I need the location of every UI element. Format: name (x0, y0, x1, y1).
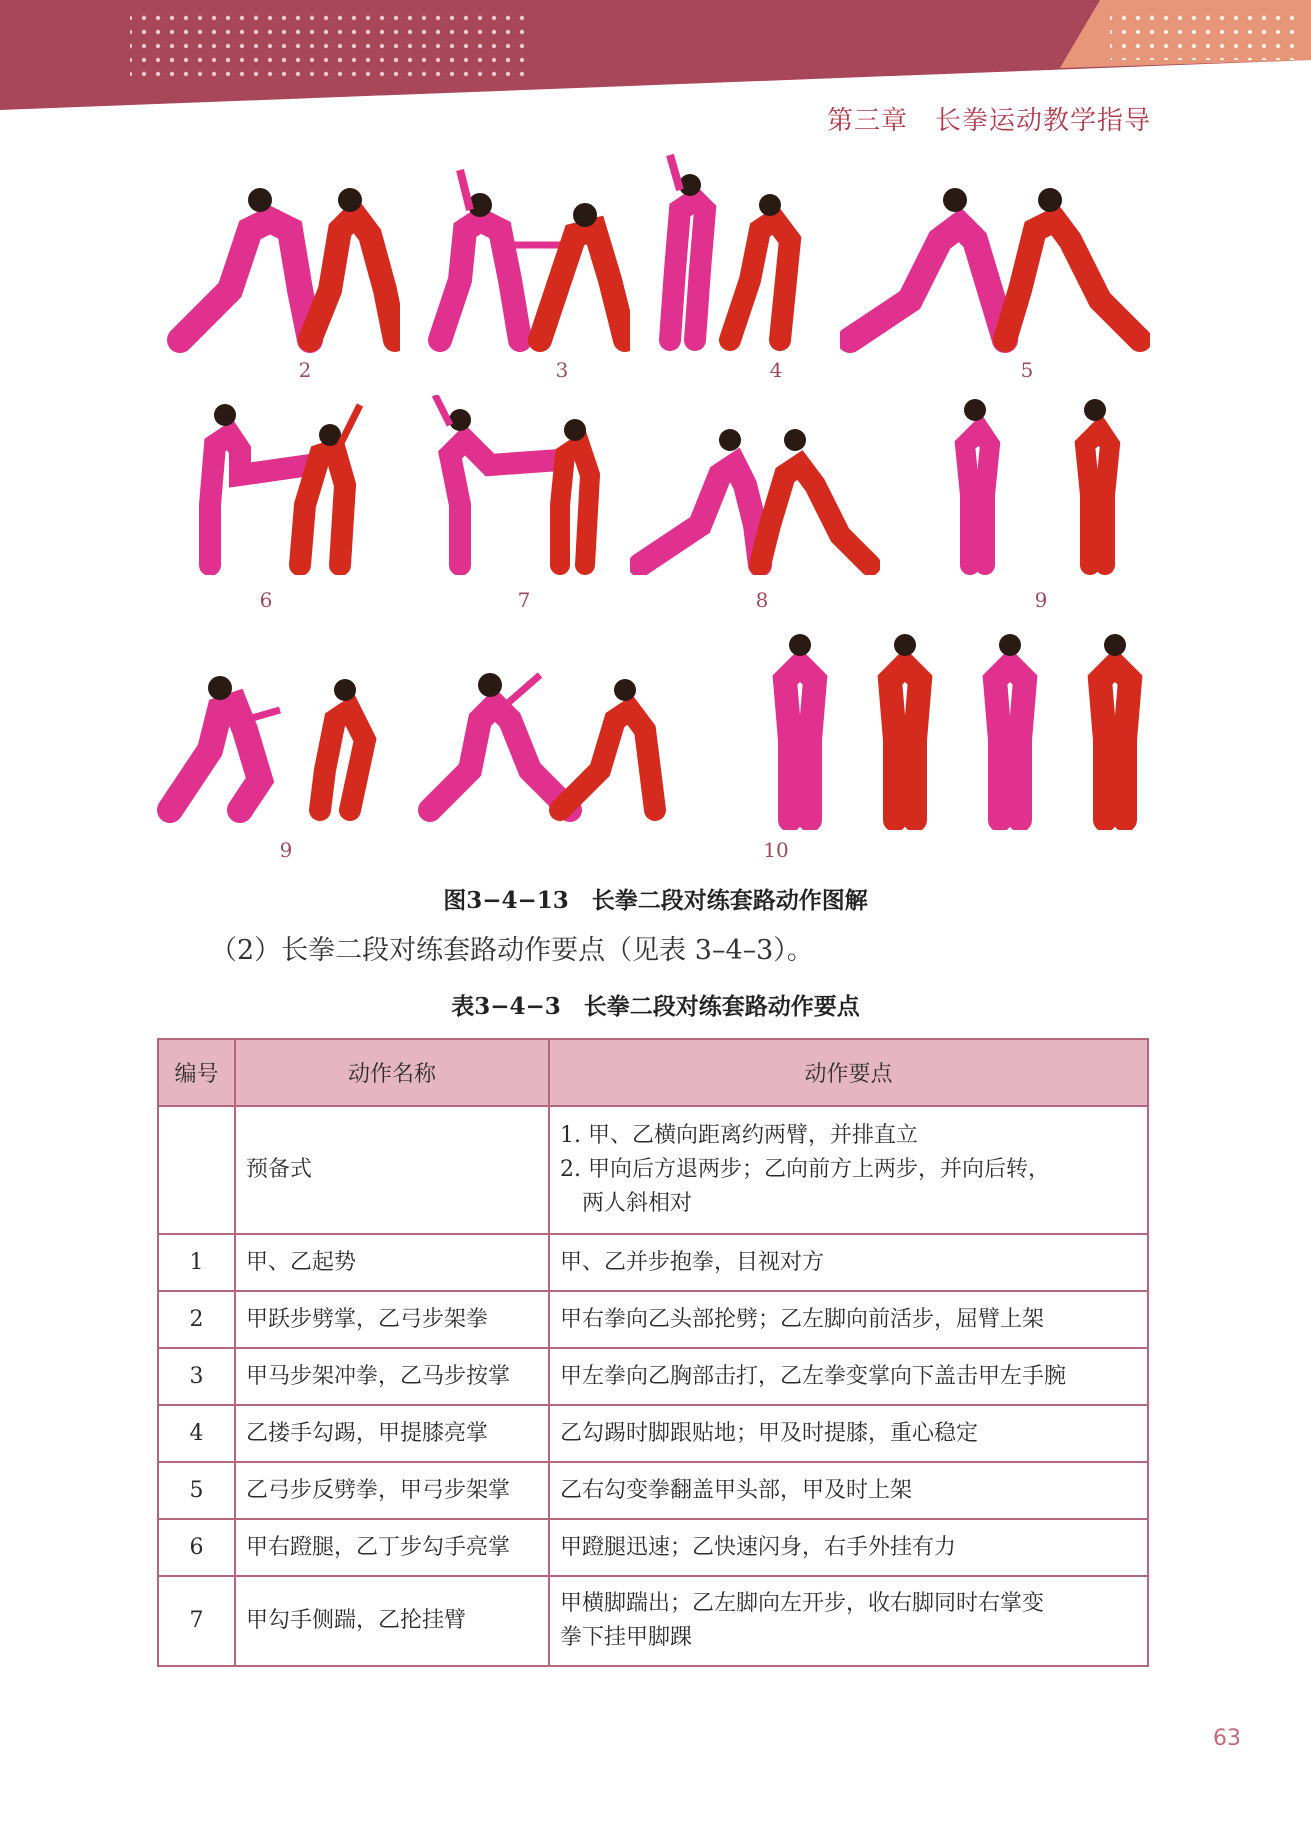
point-line: 甲横脚踹出；乙左脚向左开步，收右脚同时右掌变 (560, 1591, 1045, 1616)
point-line: 拳下挂甲脚踝 (560, 1625, 693, 1650)
page-number: 63 (1213, 1726, 1241, 1751)
figure-number: 10 (763, 838, 789, 862)
row-action-points: 甲、乙并步抱拳，目视对方 (549, 1234, 1148, 1291)
row-number: 7 (158, 1576, 235, 1666)
row-action-name: 乙弓步反劈拳，甲弓步架掌 (235, 1462, 549, 1519)
figure-number: 6 (259, 588, 273, 612)
figure-caption: 图3−4−13 长拳二段对练套路动作图解 (443, 887, 868, 914)
table-row (158, 1405, 1148, 1462)
standing-figures (760, 630, 1150, 830)
figure-number: 2 (298, 358, 312, 382)
point-line: 1. 甲、乙横向距离约两臂，并排直立 (560, 1123, 918, 1148)
figure-row-1 (150, 160, 1150, 370)
header-action-name: 动作名称 (235, 1039, 549, 1106)
figure-row-2 (150, 395, 1150, 605)
row-action-name: 甲、乙起势 (235, 1234, 549, 1291)
figure-number: 5 (1020, 358, 1034, 382)
row-action-name: 甲勾手侧踹，乙抡挂臂 (235, 1576, 549, 1666)
table-row (158, 1519, 1148, 1576)
pair-figure (930, 395, 1130, 575)
row-action-name: 预备式 (235, 1106, 549, 1234)
header-action-points: 动作要点 (549, 1039, 1148, 1106)
pair-figure (630, 150, 830, 360)
header-number: 编号 (158, 1039, 235, 1106)
table-header-row (158, 1039, 1148, 1106)
figure-number: 8 (755, 588, 769, 612)
figure-number: 7 (517, 588, 531, 612)
figure-row-3 (150, 630, 1150, 840)
action-points-table (157, 1038, 1149, 1667)
row-action-points (549, 1576, 1148, 1666)
table-row (158, 1106, 1148, 1234)
table-row (158, 1234, 1148, 1291)
row-action-points: 甲右拳向乙头部抡劈；乙左脚向前活步，屈臂上架 (549, 1291, 1148, 1348)
row-action-points: 乙勾踢时脚跟贴地；甲及时提膝，重心稳定 (549, 1405, 1148, 1462)
table-title: 表3−4−3 长拳二段对练套路动作要点 (451, 993, 860, 1020)
row-number: 3 (158, 1348, 235, 1405)
row-number: 2 (158, 1291, 235, 1348)
row-action-points: 甲左拳向乙胸部击打，乙左拳变掌向下盖击甲左手腕 (549, 1348, 1148, 1405)
figure-number: 9 (1034, 588, 1048, 612)
point-line: 两人斜相对 (560, 1191, 693, 1216)
pair-figure (180, 395, 380, 575)
body-paragraph: （2）长拳二段对练套路动作要点（见表 3–4–3）。 (210, 935, 814, 966)
row-number: 1 (158, 1234, 235, 1291)
figure-number: 3 (555, 358, 569, 382)
table-row (158, 1576, 1148, 1666)
figure-number: 4 (769, 358, 783, 382)
table-row (158, 1348, 1148, 1405)
row-number: 5 (158, 1462, 235, 1519)
pair-figure (840, 170, 1150, 360)
pair-figure (400, 160, 630, 360)
row-number: 4 (158, 1405, 235, 1462)
row-number: 6 (158, 1519, 235, 1576)
row-action-name: 甲跃步劈掌，乙弓步架拳 (235, 1291, 549, 1348)
table-row (158, 1291, 1148, 1348)
pair-figure (630, 415, 880, 575)
table-row (158, 1462, 1148, 1519)
row-action-name: 甲马步架冲拳，乙马步按掌 (235, 1348, 549, 1405)
row-action-name: 乙搂手勾踢，甲提膝亮掌 (235, 1405, 549, 1462)
row-number (158, 1106, 235, 1234)
pair-figure (150, 670, 390, 830)
chapter-title: 第三章 长拳运动教学指导 (826, 106, 1151, 136)
row-action-points: 甲蹬腿迅速；乙快速闪身，右手外挂有力 (549, 1519, 1148, 1576)
row-action-name: 甲右蹬腿，乙丁步勾手亮掌 (235, 1519, 549, 1576)
pair-figure (400, 395, 610, 575)
point-line: 2. 甲向后方退两步；乙向前方上两步，并向后转， (560, 1157, 1050, 1182)
pair-figure (400, 660, 690, 830)
figure-number: 9 (279, 838, 293, 862)
row-action-points (549, 1106, 1148, 1234)
pair-figure (160, 170, 400, 360)
row-action-points: 乙右勾变拳翻盖甲头部，甲及时上架 (549, 1462, 1148, 1519)
